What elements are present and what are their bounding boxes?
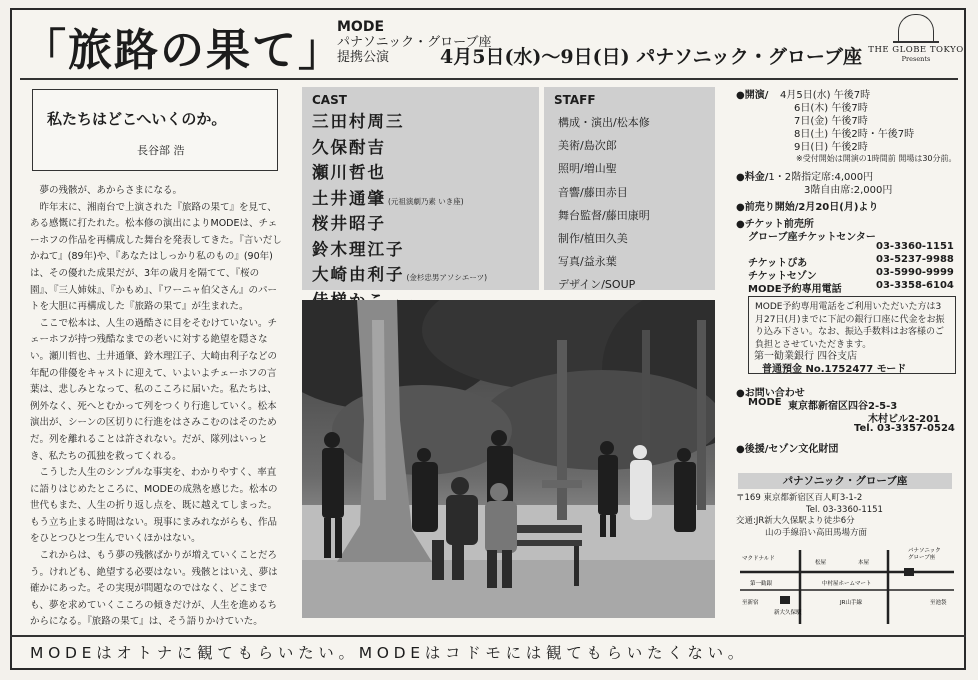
essay-paragraph: 昨年末に、湘南台で上演された『旅路の果て』を見て、ある感慨に打たれた。松本修の演出によりMODEは、チェーホフの作品を再構成した舞台を発表してきた。『言いだしかねて』(89年)や、『あなたはしっかり私のもの』(90年)は、その優れた成果だが、3年の歳月を隔てて、『桜の園』、『三人姉妹』、『かもめ』、『ワーニャ伯父さん』のパートを大胆に再構成した『旅路の果て』が生まれた。 xyxy=(30,201,282,313)
staff-item: 舞台監督/藤田康明 xyxy=(558,208,650,222)
essay-paragraph: これからは、もう夢の残骸ばかりが増えていくことだろう。けれども、絶望する必要はない。残骸とはいえ、夢は確かにあった。その実現が問題なのではなく、どこまでも、夢を求めていくこころの傾きだけが、人生を進めるちからになる。『旅路の果て』は、そう語りかけていた。 xyxy=(30,550,278,628)
venue-access: 交通:JR新大久保駅より徒歩6分 xyxy=(736,516,855,526)
outlet-tel: 03-5990-9999 xyxy=(876,267,954,278)
map-label: グローブ座 xyxy=(908,555,936,561)
ticket-outlets-label: ●チケット前売所 xyxy=(736,219,814,230)
staff-panel xyxy=(544,87,715,290)
schedule-date: 6日(木) xyxy=(794,103,829,114)
cast-note: (金杉忠男アソシエーツ) xyxy=(406,273,488,282)
venue-access-2: 山の手線沿い高田馬場方面 xyxy=(765,527,868,538)
cast-name: 土井通肇 xyxy=(312,188,386,208)
bank-name: 第一勧業銀行 四谷支店 xyxy=(754,351,858,362)
cast-panel xyxy=(302,87,539,290)
globe-tokyo-logo xyxy=(864,14,968,64)
schedule-label xyxy=(736,86,768,101)
staff-item: 美術/島次郎 xyxy=(558,139,617,153)
map-label: 松屋 xyxy=(815,560,827,566)
contact-info xyxy=(736,384,960,464)
cast-name: 三田村周三 xyxy=(312,112,405,131)
logo-subtext: Presents xyxy=(901,55,931,63)
map-label: 本屋 xyxy=(858,560,870,566)
staff-item: 音響/藤田赤目 xyxy=(558,185,628,199)
schedule-date: 8日(土) xyxy=(794,129,829,140)
map-label: 新大久保駅 xyxy=(774,610,802,616)
header-divider xyxy=(20,78,958,80)
cast-item xyxy=(312,160,487,186)
presenter-name: パナソニック・グローブ座 xyxy=(337,35,492,50)
tagline: MODEはオトナに観てもらいたい。MODEはコドモには観てもらいたくない。 xyxy=(30,644,749,662)
cast-item xyxy=(312,186,487,212)
map-label: マクドナルド xyxy=(742,556,775,562)
contact-address: 東京都新宿区四谷2-5-3 xyxy=(788,401,898,412)
access-map xyxy=(740,542,954,624)
cast-note: (元祖演劇乃素 いき座) xyxy=(388,196,464,206)
staff-heading: STAFF xyxy=(554,93,596,107)
support-credit: ●後援/セゾン文化財団 xyxy=(736,444,839,455)
essay-body xyxy=(30,183,282,631)
essay-title: 私たちはどこへいくのか。 xyxy=(47,110,227,128)
schedule-time: 午後7時 xyxy=(833,90,871,101)
essay-paragraph: 夢の残骸が、あからさまになる。 xyxy=(39,185,183,196)
cast-item xyxy=(312,211,487,237)
presale-start: ●前売り開始/2月20日(月)より xyxy=(736,202,879,213)
outlet-name: チケットセゾン xyxy=(748,271,817,282)
bank-account: 普通預金 No.1752477 モード xyxy=(762,364,907,375)
contact-address-2: 木村ビル2-201 xyxy=(868,414,940,425)
map-label: 中村屋ホームマート xyxy=(822,581,872,587)
performance-dates: 4月5日(水)〜9日(日) パナソニック・グローブ座 xyxy=(440,46,862,68)
notice-text: MODE予約専用電話をご利用いただいた方は3月27日(月)までに下記の銀行口座に代金をお振り込み下さい。なお、振込手数料はお客様のご負担とさせていただきます。 xyxy=(755,302,945,350)
station-icon xyxy=(780,596,790,604)
play-title: 「旅路の果て」 xyxy=(22,25,344,76)
staff-item: 写真/益永葉 xyxy=(558,255,617,269)
cast-item xyxy=(312,135,487,161)
logo-text: THE GLOBE TOKYO xyxy=(868,45,964,55)
schedule-date: 4月5日(水) xyxy=(780,90,831,101)
cast-name: 久保酎吉 xyxy=(312,137,386,157)
essay-paragraph: ここで松本は、人生の過酷さに目をそむけていない。チェーホフが持つ残酷なまでの老いに対する絶望を隠さない。瀬川哲也、土井通肇、鈴木理江子、大崎由利子などの年配の俳優をキャストに迎えて、いよいよチェーホフの言葉は、悲しみとなって、私のこころに届いた。私たちは、例外なく、死へとむかって列をつくり行進していく。松本演出が、シーンの区切りに行進をはさみこむのはそのためだ。列を離れることは許されない。だが、隊列はいっとき、私たちの孤独を救ってくれる。 xyxy=(30,317,278,462)
staff-item: 照明/増山聖 xyxy=(558,162,617,176)
bank-info xyxy=(754,350,906,376)
contact-org: MODE xyxy=(748,397,782,408)
outlet-name: チケットぴあ xyxy=(748,258,808,269)
schedule-time: 午後2時 xyxy=(831,142,868,153)
venue-address: 〒169 東京都新宿区百人町3-1-2 xyxy=(736,493,863,503)
cast-photo-illustration xyxy=(302,300,715,618)
map-label: JR山手線 xyxy=(840,600,862,606)
cast-item xyxy=(312,109,487,135)
outlet-name: MODE予約専用電話 xyxy=(748,284,842,295)
venue-tel: Tel. 03-3360-1151 xyxy=(806,504,883,515)
cast-name: 鈴木理江子 xyxy=(312,239,405,259)
schedule-time: 午後2時・午後7時 xyxy=(831,129,915,140)
contact-tel: Tel. 03-3357-0524 xyxy=(854,423,955,434)
essay-title-box xyxy=(32,89,278,171)
contact-label: ●お問い合わせ xyxy=(736,388,805,399)
essay-author: 長谷部 浩 xyxy=(137,144,185,157)
schedule-time: 午後7時 xyxy=(831,116,868,127)
map-label: 第一勧銀 xyxy=(750,581,773,587)
schedule-time: 午後7時 xyxy=(831,103,868,114)
schedule-row xyxy=(794,138,868,153)
price-free: 3階自由席:2,000円 xyxy=(804,185,893,196)
venue-name-bar: パナソニック・グローブ座 xyxy=(738,473,952,489)
schedule-date: 7日(金) xyxy=(794,116,829,127)
sponsor-line: 提携公演 xyxy=(337,50,390,65)
venue-info xyxy=(736,493,883,539)
access-map-drawing xyxy=(740,542,954,624)
essay-paragraph: こうした人生のシンプルな事実を、わかりやすく、率直に語りはじめたところに、MODEの成熟を感じた。松本の世代もまた、人生の折り返し点を、既に越えてしまった。もう立ち止まる時間はない。現事にまみれながらも、作品をひとつひとつ生んでいくほかはない。 xyxy=(30,467,278,545)
price-reserved: 1・2階指定席:4,000円 xyxy=(768,172,874,183)
cast-name: 大崎由利子 xyxy=(312,265,405,284)
map-label: 至池袋 xyxy=(930,600,947,606)
outlet-tel: 03-3358-6104 xyxy=(876,280,954,291)
cast-item xyxy=(312,237,487,263)
schedule-note: ※受付開始は開演の1時間前 開場は30分前。 xyxy=(796,154,957,163)
cast-heading: CAST xyxy=(312,93,347,107)
company-name: MODE xyxy=(337,19,385,35)
globe-dome-icon xyxy=(898,14,934,41)
cast-item xyxy=(312,262,487,288)
map-label: パナソニック xyxy=(908,548,941,554)
outlet-tel: 03-5237-9988 xyxy=(876,254,954,265)
ticket-center-tel: 03-3360-1151 xyxy=(876,241,954,252)
cast-name: 桜井昭子 xyxy=(312,214,386,233)
schedule-date: 9日(日) xyxy=(794,142,829,153)
cast-photo xyxy=(302,300,715,618)
staff-item: デザイン/SOUP xyxy=(558,278,636,292)
footer-divider xyxy=(10,635,966,637)
cast-name: 瀬川哲也 xyxy=(312,163,386,182)
ticket-center: グローブ座チケットセンター xyxy=(748,232,876,243)
price-label: ●料金/ xyxy=(736,172,769,183)
staff-list xyxy=(558,111,650,297)
schedule-label-text: ●開演/ xyxy=(736,90,769,101)
staff-item: 構成・演出/松本修 xyxy=(558,116,650,129)
cast-list xyxy=(312,109,487,313)
staff-item: 制作/植田久美 xyxy=(558,231,628,245)
map-label: 至新宿 xyxy=(742,600,759,606)
